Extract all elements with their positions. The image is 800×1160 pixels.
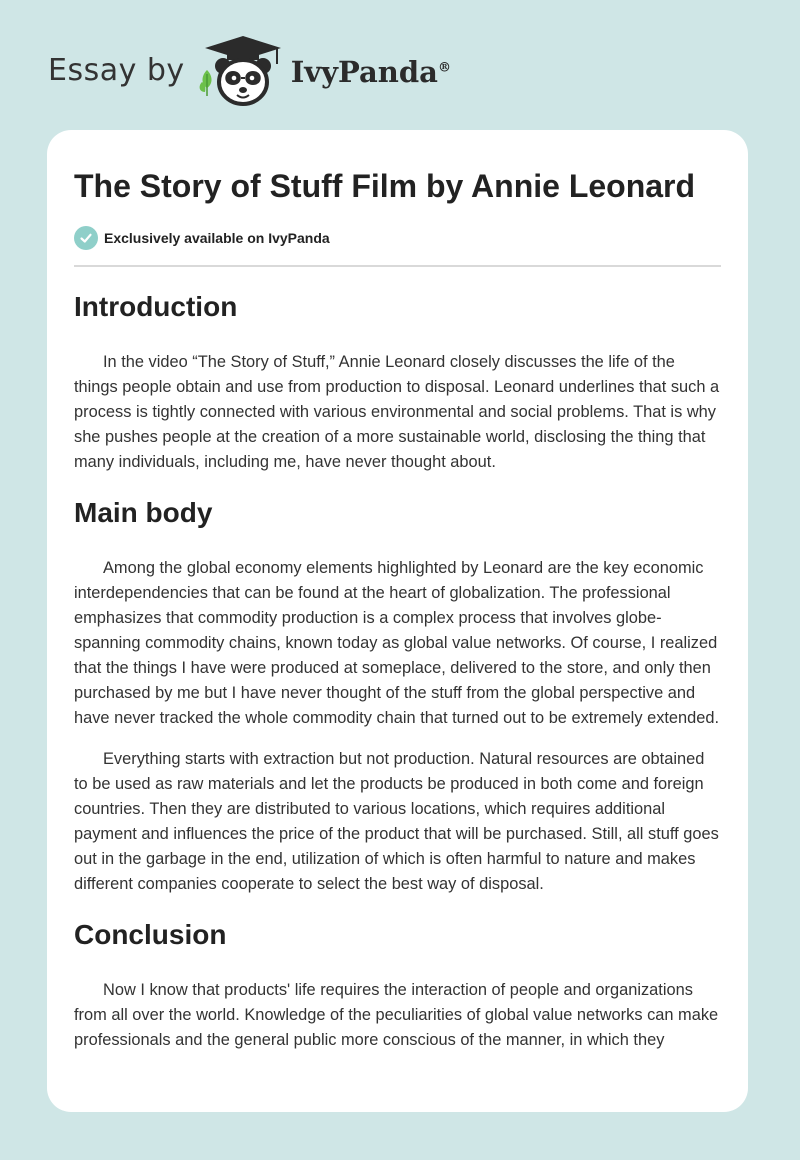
brand-header — [48, 30, 451, 110]
section-heading-conclusion: Conclusion — [74, 919, 227, 950]
essay-card — [47, 130, 748, 1112]
paragraph-introduction: In the video “The Story of Stuff,” Annie Leonard closely discusses the life of the things people obtain and use from production to disposal. Leonard underlines that such a process is tightly connected with various environmental and social problems. That is why she pushes people at the creation of a more sustainable world, disclosing the thing that many individuals, including me, have never thought about. — [74, 353, 720, 471]
brand-name: IvyPanda® — [290, 55, 451, 89]
section-heading-main-body: Main body — [74, 497, 213, 528]
title-divider — [74, 265, 721, 267]
paragraph-main-body-1: Among the global economy elements highlighted by Leonard are the key economic interdependencies that can be found at the heart of globalization. The professional emphasizes that commodity production is a complex process that involves globe-spanning commodity chains, known today as global value networks. Of course, I realized that the things I have were produced at someplace, delivered to the store, and only then purchased by me but I have never thought of the stuff from the global perspective and have never tracked the whole commodity chain that turned out to be extremely extended. — [74, 559, 720, 727]
brand-prefix: Essay by — [48, 52, 185, 88]
badge-text: Exclusively available on IvyPanda — [104, 230, 330, 246]
registered-mark: ® — [437, 60, 451, 76]
page-title: The Story of Stuff Film by Annie Leonard — [74, 168, 696, 204]
check-icon — [74, 226, 98, 250]
section-heading-introduction: Introduction — [74, 291, 238, 322]
panda-graduate-icon — [197, 30, 289, 110]
paragraph-main-body-2: Everything starts with extraction but not production. Natural resources are obtained to be used as raw materials and let the products be produced in both come and foreign countries. Then they are distributed to various locations, which requires additional payment and influences the price of the product that will be purchased. Still, all stuff goes out in the garbage in the end, utilization of which is often harmful to nature and makes different companies cooperate to select the best way of disposal. — [74, 750, 719, 893]
paragraph-conclusion: Now I know that products' life requires the interaction of people and organizations from all over the world. Knowledge of the peculiarities of global value networks can make professionals and the general public more conscious of the manner, in which they — [74, 981, 719, 1049]
exclusive-badge — [74, 225, 721, 251]
